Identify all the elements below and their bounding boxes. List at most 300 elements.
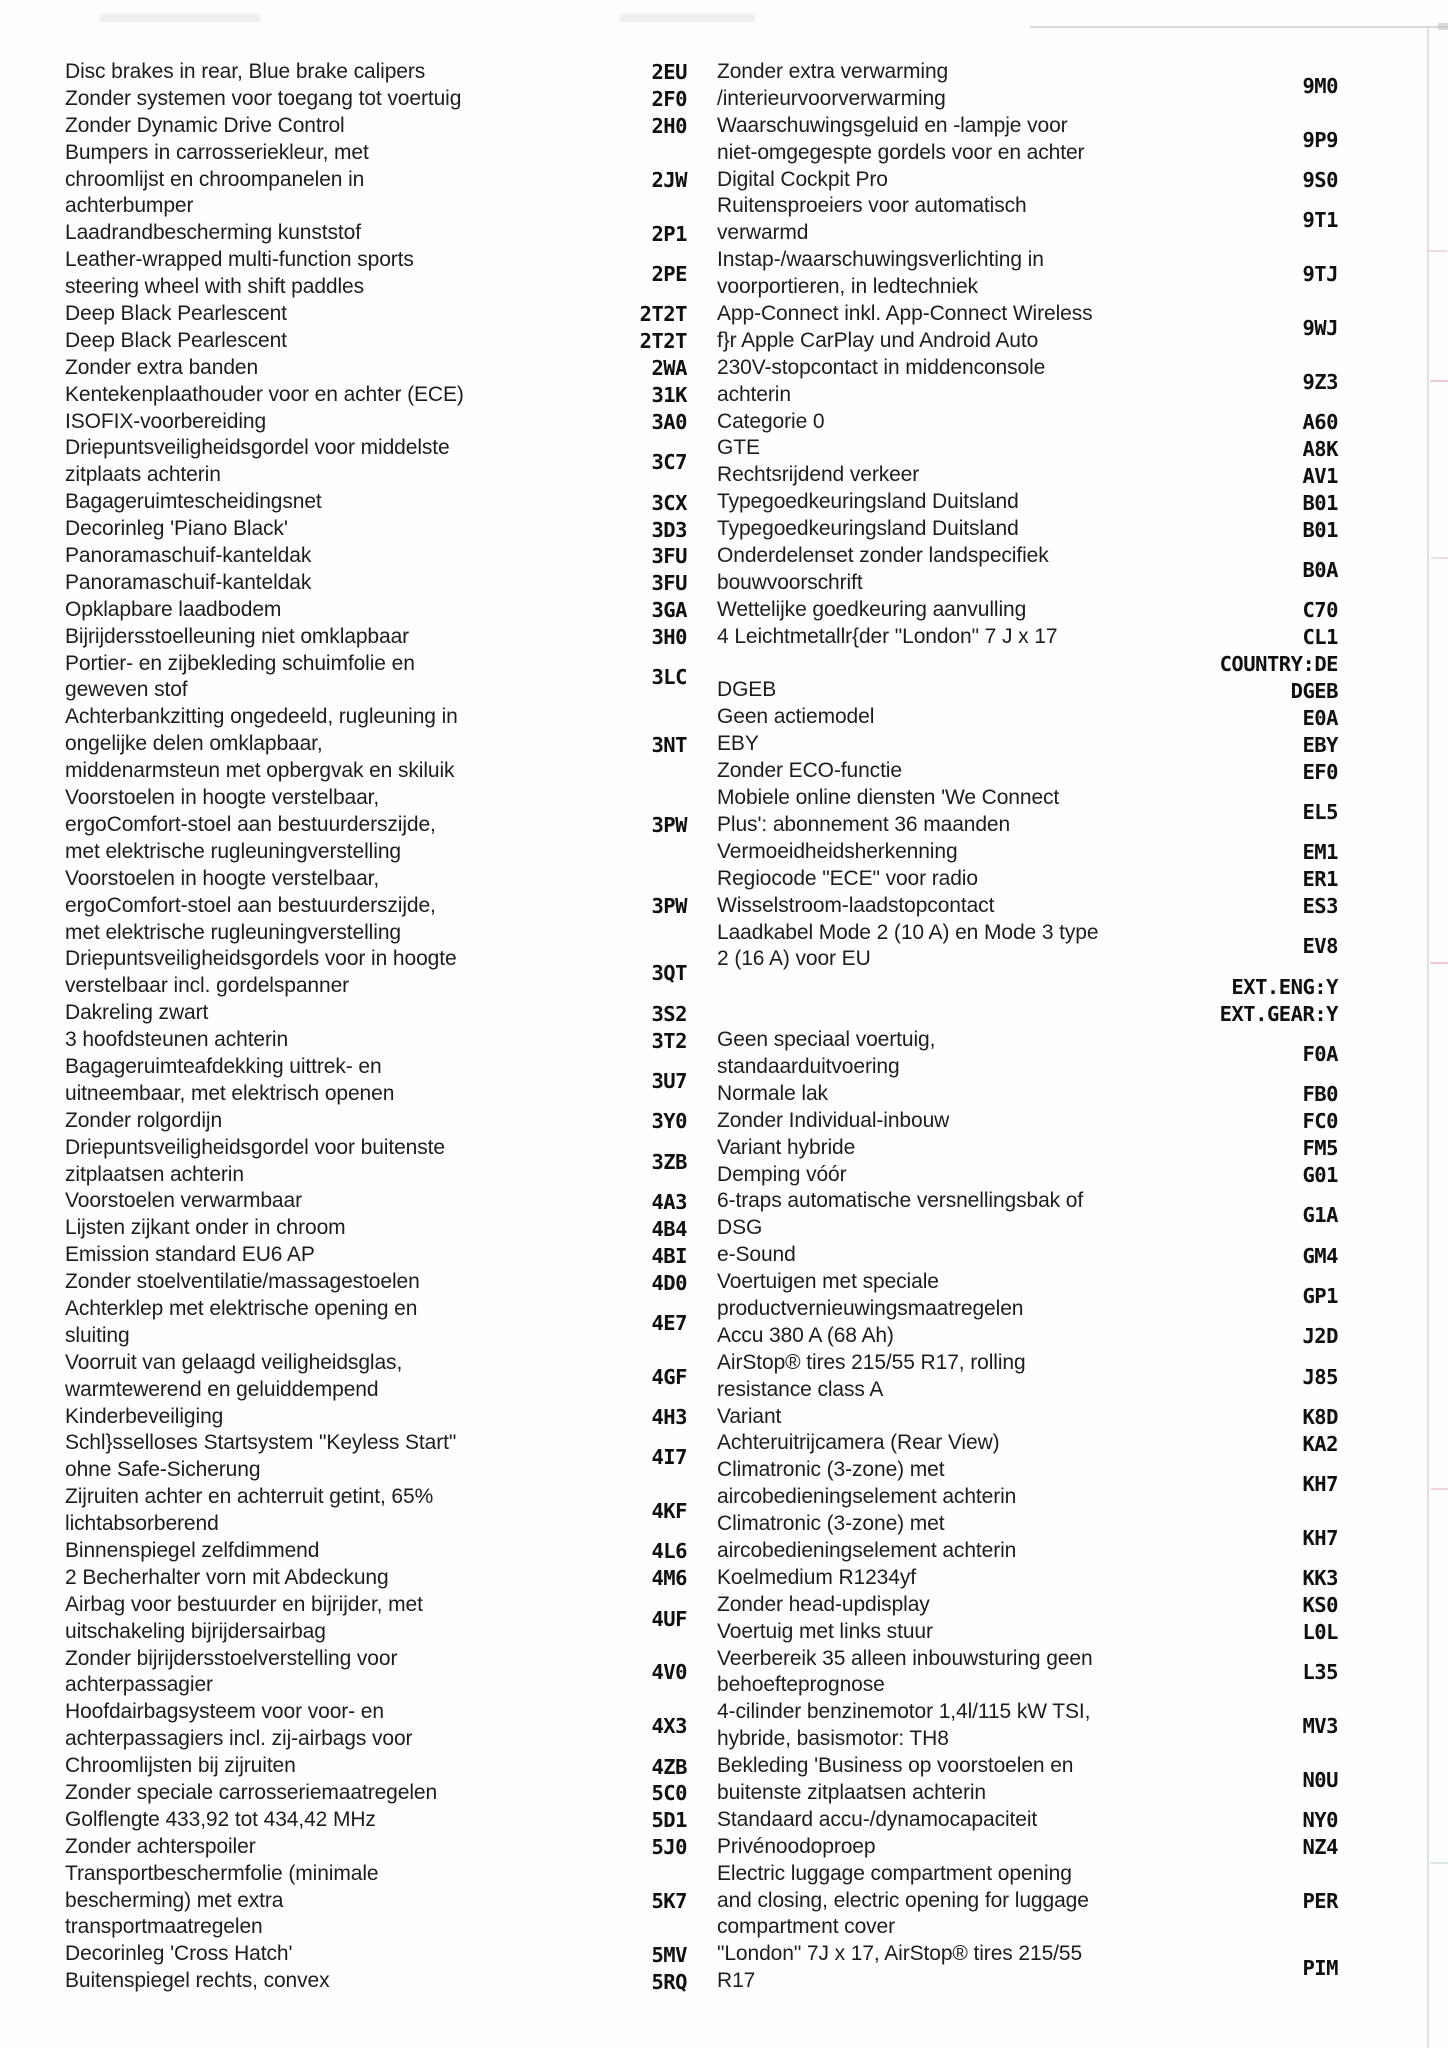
description-line: Accu 380 A (68 Ah) [717, 1323, 894, 1347]
description-line: Variant [717, 1404, 782, 1428]
equipment-item [0, 1269, 700, 1296]
equipment-item [0, 570, 700, 597]
equipment-item [0, 1430, 700, 1484]
item-code: J85 [1302, 1364, 1338, 1389]
equipment-item [700, 1404, 1448, 1431]
item-description [717, 785, 1167, 839]
item-description [65, 516, 590, 543]
equipment-item [700, 1511, 1448, 1565]
item-code: CL1 [1302, 625, 1338, 650]
description-line: aircobedieningselement achterin [717, 1485, 1017, 1509]
item-description [717, 167, 1167, 194]
equipment-item [700, 839, 1448, 866]
description-line: Plus': abonnement 36 maanden [717, 812, 1011, 836]
equipment-item [700, 1592, 1448, 1619]
description-line: Voorstoelen in hoogte verstelbaar, [65, 866, 380, 890]
equipment-item [0, 946, 700, 1000]
item-description [65, 1027, 590, 1054]
item-description [65, 489, 590, 516]
description-line: Zonder rolgordijn [65, 1108, 223, 1132]
equipment-item [0, 140, 700, 221]
item-code: KH7 [1302, 1472, 1338, 1497]
equipment-column-left [0, 59, 700, 1995]
equipment-item [0, 1780, 700, 1807]
item-description [65, 1861, 590, 1942]
item-description [717, 1323, 1167, 1350]
description-line: GTE [717, 436, 760, 460]
item-code: N0U [1302, 1768, 1338, 1792]
equipment-item [0, 785, 700, 866]
equipment-item [700, 489, 1448, 516]
description-line: resistance class A [717, 1377, 884, 1401]
item-code: EV8 [1302, 934, 1338, 959]
description-line: Voorstoelen in hoogte verstelbaar, [65, 786, 380, 810]
item-description [65, 1350, 590, 1404]
item-description [717, 355, 1167, 409]
item-code: 3A0 [651, 410, 687, 435]
equipment-item [0, 1188, 700, 1215]
item-description [717, 1269, 1167, 1323]
description-line: Leather-wrapped multi-function sports [65, 248, 414, 272]
equipment-item [700, 1188, 1448, 1242]
description-line: Schl}sselloses Startsystem "Keyless Start" [65, 1431, 457, 1455]
description-line: sluiting [65, 1323, 130, 1347]
description-line: EBY [717, 732, 759, 756]
item-description [717, 1242, 1167, 1269]
description-line: Typegoedkeuringsland Duitsland [717, 517, 1019, 541]
item-description [65, 704, 590, 785]
description-line: Hoofdairbagsysteem voor voor- en [65, 1700, 384, 1724]
item-code: 3D3 [651, 517, 687, 542]
equipment-item [0, 516, 700, 543]
description-line: lichtabsorberend [65, 1512, 219, 1536]
description-line: Emission standard EU6 AP [65, 1243, 315, 1267]
item-code: 3ZB [651, 1149, 687, 1174]
item-code: KK3 [1302, 1566, 1338, 1591]
description-line: Zijruiten achter en achterruit getint, 65% [65, 1485, 434, 1509]
item-code: 4D0 [651, 1270, 687, 1295]
description-line: Geen speciaal voertuig, [717, 1028, 936, 1052]
equipment-item [700, 597, 1448, 624]
description-line: Koelmedium R1234yf [717, 1565, 916, 1589]
item-code: ES3 [1302, 894, 1338, 919]
description-line: achterpassagier [65, 1673, 213, 1697]
equipment-item [700, 1269, 1448, 1323]
description-line: DSG [717, 1216, 763, 1240]
item-code: GP1 [1302, 1283, 1338, 1308]
item-code: 3H0 [651, 625, 687, 650]
description-line: 4-cilinder benzinemotor 1,4l/115 kW TSI, [717, 1700, 1091, 1724]
item-description [717, 1350, 1167, 1404]
description-line: Veerbereik 35 alleen inbouwsturing geen [717, 1646, 1093, 1670]
item-code: 3PW [651, 894, 687, 919]
description-line: ISOFIX-voorbereiding [65, 409, 267, 433]
equipment-item [700, 1699, 1448, 1753]
description-line: Zonder speciale carrosseriemaatregelen [65, 1781, 438, 1804]
item-description [717, 1188, 1167, 1242]
item-description [717, 1807, 1167, 1834]
item-description [717, 1430, 1167, 1457]
description-line: niet-omgegespte gordels voor en achter [717, 140, 1085, 164]
item-code: 31K [651, 383, 687, 408]
item-description [65, 1834, 590, 1861]
scan-edge-line [1030, 26, 1448, 28]
item-code: AV1 [1302, 463, 1338, 488]
equipment-item [700, 973, 1448, 1000]
item-description [717, 973, 1167, 1000]
description-line: uitschakeling bijrijdersairbag [65, 1619, 326, 1643]
equipment-item [700, 1565, 1448, 1592]
item-description [65, 866, 590, 947]
item-code: EXT.ENG:Y [1231, 974, 1338, 999]
item-code: FB0 [1302, 1082, 1338, 1107]
description-line: Buitenspiegel rechts, convex [65, 1969, 330, 1993]
item-description [65, 86, 590, 113]
item-description [65, 1780, 590, 1807]
description-line: Dakreling zwart [65, 1001, 209, 1025]
equipment-item [700, 113, 1448, 167]
description-line: AirStop® tires 215/55 R17, rolling [717, 1350, 1026, 1374]
description-line: Electric luggage compartment opening [717, 1861, 1072, 1885]
description-line: verstelbaar incl. gordelspanner [65, 974, 350, 998]
description-line: zitplaats achterin [65, 463, 221, 487]
description-line: ohne Safe-Sicherung [65, 1458, 261, 1482]
equipment-item [0, 409, 700, 436]
item-code: GM4 [1302, 1243, 1338, 1268]
description-line: Mobiele online diensten 'We Connect [717, 786, 1060, 810]
description-line: Panoramaschuif-kanteldak [65, 544, 312, 568]
equipment-item [700, 1108, 1448, 1135]
equipment-item [0, 1135, 700, 1189]
item-description [65, 382, 590, 409]
description-line: "London" 7J x 17, AirStop® tires 215/55 [717, 1942, 1083, 1966]
equipment-item [700, 1807, 1448, 1834]
equipment-item [0, 1215, 700, 1242]
equipment-item [0, 489, 700, 516]
item-code: 4I7 [651, 1445, 687, 1470]
item-code: K8D [1302, 1404, 1338, 1429]
equipment-item [700, 1000, 1448, 1027]
description-line: Climatronic (3-zone) met [717, 1512, 945, 1536]
description-line: Laadkabel Mode 2 (10 A) en Mode 3 type [717, 920, 1099, 944]
equipment-item [700, 704, 1448, 731]
description-line: Ruitensproeiers voor automatisch [717, 194, 1027, 218]
item-description [717, 1457, 1167, 1511]
item-code: 9M0 [1302, 73, 1338, 98]
item-description [65, 1565, 590, 1592]
item-description [717, 677, 1167, 704]
equipment-item [700, 301, 1448, 355]
item-description [65, 1968, 590, 1995]
equipment-item [0, 1484, 700, 1538]
description-line: R17 [717, 1969, 756, 1993]
equipment-item [0, 113, 700, 140]
description-line [717, 651, 1167, 678]
description-line: DGEB [717, 678, 777, 702]
description-line: Zonder systemen voor toegang tot voertuig [65, 86, 462, 110]
item-description [65, 1404, 590, 1431]
item-code: 3U7 [651, 1068, 687, 1093]
description-line: Variant hybride [717, 1135, 856, 1159]
description-line: aircobedieningselement achterin [717, 1538, 1017, 1562]
description-line: Zonder stoelventilatie/massagestoelen [65, 1270, 420, 1294]
equipment-item [0, 435, 700, 489]
equipment-item [700, 1027, 1448, 1081]
item-description [65, 247, 590, 301]
item-description [717, 839, 1167, 866]
item-code: 2EU [651, 60, 687, 85]
description-line: Laadrandbescherming kunststof [65, 221, 361, 245]
item-description [717, 516, 1167, 543]
item-code: 9WJ [1302, 315, 1338, 340]
description-line: ergoComfort-stoel aan bestuurderszijde, [65, 812, 436, 836]
item-description [717, 1834, 1167, 1861]
item-description [65, 1592, 590, 1646]
item-description [717, 1941, 1167, 1995]
scan-corner-mark [1438, 23, 1448, 30]
item-code: EM1 [1302, 840, 1338, 865]
description-line: Achteruitrijcamera (Rear View) [717, 1431, 1000, 1455]
equipment-item [700, 1646, 1448, 1700]
equipment-item [700, 59, 1448, 113]
description-line: Zonder extra banden [65, 355, 259, 379]
equipment-item [700, 920, 1448, 974]
item-code: 2T2T [639, 329, 687, 354]
equipment-item [0, 1968, 700, 1995]
description-line: Portier- en zijbekleding schuimfolie en [65, 651, 415, 675]
item-description [717, 1592, 1167, 1619]
item-code: EBY [1302, 732, 1338, 757]
item-code: 4X3 [651, 1714, 687, 1739]
item-code: B01 [1302, 490, 1338, 515]
description-line: met elektrische rugleuningverstelling [65, 920, 401, 944]
equipment-item [0, 328, 700, 355]
item-code: 2H0 [651, 114, 687, 139]
item-description [717, 651, 1167, 678]
item-code: 4B4 [651, 1216, 687, 1241]
description-line: ergoComfort-stoel aan bestuurderszijde, [65, 893, 436, 917]
description-line: chroomlijst en chroompanelen in [65, 167, 365, 191]
equipment-item [0, 86, 700, 113]
equipment-item [0, 866, 700, 947]
description-line: Zonder achterspoiler [65, 1834, 256, 1858]
item-description [717, 624, 1167, 651]
description-line: Bijrijdersstoelleuning niet omklapbaar [65, 624, 410, 648]
description-line: Zonder head-updisplay [717, 1592, 930, 1616]
item-description [65, 113, 590, 140]
item-description [65, 1807, 590, 1834]
item-description [717, 1000, 1167, 1027]
item-code: A8K [1302, 436, 1338, 461]
description-line: buitenste zitplaatsen achterin [717, 1781, 987, 1804]
description-line: Airbag voor bestuurder en bijrijder, met [65, 1592, 423, 1616]
description-line: Wisselstroom-laadstopcontact [717, 893, 995, 917]
item-description [717, 1646, 1167, 1700]
item-description [717, 1135, 1167, 1162]
description-line: achterbumper [65, 194, 194, 218]
item-description [717, 435, 1167, 462]
description-line: Decorinleg 'Piano Black' [65, 517, 288, 541]
item-description [717, 1619, 1167, 1646]
item-description [717, 301, 1167, 355]
item-code: F0A [1302, 1041, 1338, 1066]
equipment-item [700, 651, 1448, 678]
item-description [65, 140, 590, 221]
item-description [717, 920, 1167, 974]
item-code: L0L [1302, 1620, 1338, 1645]
item-code: 9T1 [1302, 208, 1338, 233]
item-description [717, 1699, 1167, 1753]
description-line: /interieurvoorverwarming [717, 86, 946, 110]
item-code: KS0 [1302, 1593, 1338, 1618]
equipment-item [700, 1753, 1448, 1807]
item-code: 3C7 [651, 450, 687, 475]
equipment-item [700, 1135, 1448, 1162]
description-line: Categorie 0 [717, 409, 825, 433]
item-code: 3CX [651, 490, 687, 515]
equipment-item [700, 462, 1448, 489]
equipment-item [700, 193, 1448, 247]
item-description [717, 59, 1167, 113]
equipment-item [0, 1242, 700, 1269]
equipment-item [700, 1941, 1448, 1995]
equipment-item [0, 247, 700, 301]
description-line: Bumpers in carrosseriekleur, met [65, 140, 369, 164]
item-code: 2F0 [651, 87, 687, 112]
equipment-item [700, 1430, 1448, 1457]
equipment-item [700, 1619, 1448, 1646]
item-description [717, 1565, 1167, 1592]
description-line: Lijsten zijkant onder in chroom [65, 1216, 346, 1240]
description-line: Demping vóór [717, 1162, 847, 1186]
item-code: 3NT [651, 732, 687, 757]
equipment-item [0, 1404, 700, 1431]
description-line: hybride, basismotor: TH8 [717, 1727, 949, 1751]
equipment-item [0, 624, 700, 651]
description-line: Regiocode "ECE" voor radio [717, 866, 978, 890]
description-line: Binnenspiegel zelfdimmend [65, 1538, 320, 1562]
item-code: KA2 [1302, 1431, 1338, 1456]
item-code: G1A [1302, 1203, 1338, 1228]
item-description [65, 328, 590, 355]
item-description [717, 893, 1167, 920]
equipment-item [700, 866, 1448, 893]
equipment-item [0, 301, 700, 328]
item-description [717, 1081, 1167, 1108]
description-line: Zonder Individual-inbouw [717, 1108, 950, 1132]
item-code: 4KF [651, 1499, 687, 1524]
item-code: L35 [1302, 1660, 1338, 1685]
item-code: 5D1 [651, 1808, 687, 1833]
item-code: 2T2T [639, 302, 687, 327]
item-description [717, 247, 1167, 301]
item-code: 5K7 [651, 1889, 687, 1913]
equipment-item [0, 382, 700, 409]
description-line: Digital Cockpit Pro [717, 167, 888, 191]
description-line: achterin [717, 382, 791, 406]
description-line: met elektrische rugleuningverstelling [65, 839, 401, 863]
item-description [65, 1296, 590, 1350]
description-line: Voorruit van gelaagd veiligheidsglas, [65, 1350, 403, 1374]
description-line: achterpassagiers incl. zij-airbags voor [65, 1727, 413, 1751]
item-code: ER1 [1302, 867, 1338, 892]
description-line: Vermoeidheidsherkenning [717, 839, 958, 863]
equipment-item [0, 1027, 700, 1054]
equipment-item [700, 355, 1448, 409]
equipment-item [0, 59, 700, 86]
description-line: Voertuigen met speciale [717, 1270, 939, 1294]
description-line: Kentekenplaathouder voor en achter (ECE) [65, 382, 464, 406]
item-description [65, 355, 590, 382]
description-line: geweven stof [65, 678, 188, 702]
item-code: DGEB [1290, 678, 1338, 703]
equipment-item [700, 1162, 1448, 1189]
item-description [65, 597, 590, 624]
item-description [65, 1215, 590, 1242]
item-code: 3Y0 [651, 1109, 687, 1134]
description-line: Chroomlijsten bij zijruiten [65, 1754, 296, 1778]
description-line: Bekleding 'Business op voorstoelen en [717, 1754, 1074, 1778]
item-code: EXT.GEAR:Y [1219, 1001, 1338, 1026]
item-code: PER [1302, 1889, 1338, 1913]
item-description [65, 1108, 590, 1135]
description-line: Panoramaschuif-kanteldak [65, 570, 312, 594]
item-description [65, 301, 590, 328]
equipment-item [0, 543, 700, 570]
equipment-item [0, 1807, 700, 1834]
scan-smudge [620, 14, 755, 22]
item-code: KH7 [1302, 1525, 1338, 1550]
item-description [65, 1242, 590, 1269]
item-code: 9Z3 [1302, 369, 1338, 394]
equipment-item [0, 1054, 700, 1108]
description-line: Achterbankzitting ongedeeld, rugleuning in [65, 705, 458, 729]
equipment-item [700, 247, 1448, 301]
item-description [717, 1753, 1167, 1807]
item-code: 9P9 [1302, 127, 1338, 152]
equipment-item [700, 1350, 1448, 1404]
item-code: 4BI [651, 1243, 687, 1268]
item-description [65, 624, 590, 651]
equipment-item [700, 543, 1448, 597]
item-code: EL5 [1302, 799, 1338, 824]
item-code: J2D [1302, 1324, 1338, 1349]
equipment-item [0, 1000, 700, 1027]
item-code: FC0 [1302, 1109, 1338, 1134]
item-code: 9S0 [1302, 168, 1338, 192]
description-line: 2 Becherhalter vorn mit Abdeckung [65, 1565, 389, 1589]
item-description [717, 731, 1167, 758]
description-line: Opklapbare laadbodem [65, 597, 282, 621]
equipment-item [700, 516, 1448, 543]
equipment-item [0, 1941, 700, 1968]
item-description [717, 462, 1167, 489]
description-line: Onderdelenset zonder landspecifiek [717, 544, 1049, 568]
description-line: 4 Leichtmetallr{der "London" 7 J x 17 [717, 624, 1058, 648]
equipment-item [0, 1592, 700, 1646]
description-line: steering wheel with shift paddles [65, 275, 365, 299]
description-line: Driepuntsveiligheidsgordel voor buitenste [65, 1135, 445, 1159]
item-code: 4M6 [651, 1566, 687, 1591]
item-description [717, 1027, 1167, 1081]
description-line: Standaard accu-/dynamocapaciteit [717, 1807, 1038, 1831]
item-description [65, 59, 590, 86]
description-line: behoefteprognose [717, 1673, 885, 1697]
equipment-item [700, 785, 1448, 839]
item-code: 3QT [651, 961, 687, 986]
description-line: 6-traps automatische versnellingsbak of [717, 1189, 1084, 1213]
description-line [717, 973, 1167, 1000]
